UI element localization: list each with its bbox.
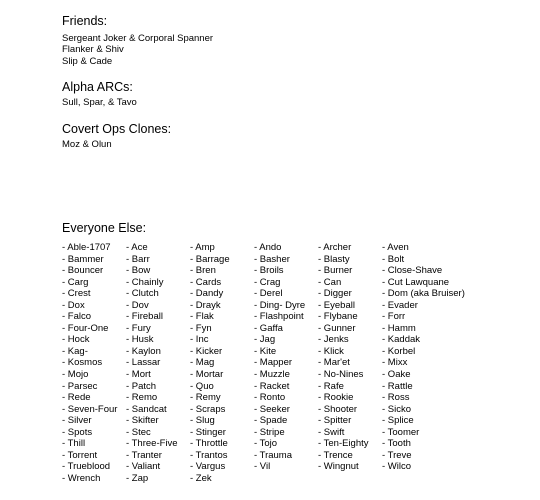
list-item: - Bren [190, 265, 216, 277]
list-item: - Ten-Eighty [318, 438, 369, 450]
list-item: - Mar'et [318, 357, 350, 369]
covert-ops-list [62, 139, 112, 150]
list-item: - Muzzle [254, 369, 290, 381]
list-item: - Stec [126, 426, 151, 438]
list-item: - Rookie [318, 392, 354, 404]
list-item: - Throttle [190, 438, 228, 450]
list-item: - Vil [254, 461, 271, 473]
list-item: - Mixx [382, 357, 408, 369]
list-item: - Gunner [318, 322, 356, 334]
covert-ops-heading: Covert Ops Clones: [62, 122, 172, 136]
list-item: - Flybane [318, 311, 358, 323]
list-item: - Gaffa [254, 322, 283, 334]
list-item: - Flak [190, 311, 214, 323]
list-item: - Wilco [382, 461, 412, 473]
list-item: - Torrent [62, 449, 98, 461]
list-item: - Hamm [382, 322, 416, 334]
list-item: - Close-Shave [382, 265, 443, 277]
list-item: - Dox [62, 299, 85, 311]
everyone-else-column [190, 242, 254, 484]
list-item: - No-Nines [318, 369, 364, 381]
list-item: - Treve [382, 449, 412, 461]
list-item: - Tranter [126, 449, 162, 461]
list-item: - Four-One [62, 322, 109, 334]
list-item: - Stripe [254, 426, 285, 438]
list-item: - Flashpoint [254, 311, 304, 323]
list-item: - Ace [126, 242, 148, 253]
list-item: - Chainly [126, 276, 164, 288]
list-item: - Kite [254, 345, 277, 357]
list-item: - Dov [126, 299, 149, 311]
list-item: - Remo [126, 392, 158, 404]
list-item: - Spots [62, 426, 93, 438]
list-item: - Bammer [62, 253, 104, 265]
list-item: - Wrench [62, 472, 101, 484]
list-item: - Sandcat [126, 403, 167, 415]
list-item: - Kosmos [62, 357, 103, 369]
list-item: - Jenks [318, 334, 349, 346]
list-item: - Ross [382, 392, 410, 404]
list-item: - Seven-Four [62, 403, 118, 415]
list-item: - Rattle [382, 380, 413, 392]
list-item: - Sicko [382, 403, 412, 415]
list-item: - Barrage [190, 253, 230, 265]
covert-ops-item: Moz & Olun [62, 139, 112, 150]
list-item: - Falco [62, 311, 92, 323]
list-item: - Bow [126, 265, 151, 277]
list-item: - Scraps [190, 403, 226, 415]
list-item: - Mapper [254, 357, 293, 369]
alpha-arcs-list [62, 97, 137, 108]
list-item: - Jag [254, 334, 276, 346]
list-item: - Dandy [190, 288, 224, 300]
alpha-arcs-item: Sull, Spar, & Tavo [62, 97, 137, 108]
list-item: - Lassar [126, 357, 161, 369]
list-item: - Trence [318, 449, 353, 461]
list-item: - Skifter [126, 415, 159, 427]
list-item: - Swift [318, 426, 345, 438]
list-item: - Fyn [190, 322, 212, 334]
list-item: - Valiant [126, 461, 161, 473]
list-item: - Cards [190, 276, 222, 288]
list-item: - Zap [126, 472, 149, 484]
list-item: - Tooth [382, 438, 411, 450]
list-item: - Parsec [62, 380, 98, 392]
list-item: - Kag- [62, 345, 88, 357]
everyone-else-column [254, 242, 318, 484]
list-item: - Amp [190, 242, 215, 253]
list-item: - Stinger [190, 426, 226, 438]
list-item: - Kaddak [382, 334, 421, 346]
friends-item: Sergeant Joker & Corporal Spanner [62, 33, 214, 44]
list-item: - Fury [126, 322, 151, 334]
list-item: - Clutch [126, 288, 159, 300]
list-item: - Three-Five [126, 438, 178, 450]
list-item: - Kaylon [126, 345, 161, 357]
list-item: - Forr [382, 311, 406, 323]
list-item: - Racket [254, 380, 290, 392]
list-item: - Derel [254, 288, 283, 300]
list-item: - Crag [254, 276, 281, 288]
list-item: - Ding- Dyre [254, 299, 306, 311]
list-item: - Trueblood [62, 461, 111, 473]
list-item: - Can [318, 276, 342, 288]
list-item: - Archer [318, 242, 352, 253]
list-item: - Hock [62, 334, 90, 346]
everyone-else-column [318, 242, 382, 484]
list-item: - Crest [62, 288, 91, 300]
list-item: - Bolt [382, 253, 405, 265]
list-item: - Carg [62, 276, 89, 288]
list-item: - Shooter [318, 403, 358, 415]
list-item: - Basher [254, 253, 290, 265]
everyone-else-column [382, 242, 482, 484]
list-item: - Digger [318, 288, 352, 300]
list-item: - Mojo [62, 369, 89, 381]
list-item: - Silver [62, 415, 92, 427]
list-item: - Korbel [382, 345, 416, 357]
alpha-arcs-heading: Alpha ARCs: [62, 80, 133, 94]
list-item: - Oake [382, 369, 411, 381]
list-item: - Remy [190, 392, 221, 404]
list-item: - Bouncer [62, 265, 104, 277]
list-item: - Splice [382, 415, 414, 427]
list-item: - Wingnut [318, 461, 359, 473]
everyone-else-grid [62, 242, 482, 484]
list-item: - Barr [126, 253, 150, 265]
list-item: - Dom (aka Bruiser) [382, 288, 465, 300]
list-item: - Ando [254, 242, 282, 253]
everyone-else-column [126, 242, 190, 484]
everyone-else-column [62, 242, 126, 484]
list-item: - Broils [254, 265, 284, 277]
list-item: - Quo [190, 380, 214, 392]
list-item: - Kicker [190, 345, 223, 357]
list-item: - Drayk [190, 299, 221, 311]
list-item: - Spitter [318, 415, 352, 427]
list-item: - Husk [126, 334, 154, 346]
list-item: - Vargus [190, 461, 226, 473]
list-item: - Mag [190, 357, 215, 369]
list-item: - Burner [318, 265, 353, 277]
friends-list [62, 33, 213, 67]
list-item: - Trauma [254, 449, 293, 461]
list-item: - Zek [190, 472, 212, 484]
list-item: - Evader [382, 299, 418, 311]
friends-item: Flanker & Shiv [62, 44, 124, 56]
list-item: - Ronto [254, 392, 286, 404]
everyone-else-heading: Everyone Else: [62, 221, 147, 235]
list-item: - Eyeball [318, 299, 355, 311]
friends-item: Slip & Cade [62, 55, 113, 67]
list-item: - Mort [126, 369, 151, 381]
list-item: - Spade [254, 415, 288, 427]
list-item: - Cut Lawquane [382, 276, 450, 288]
list-item: - Inc [190, 334, 209, 346]
list-item: - Rede [62, 392, 91, 404]
list-item: - Trantos [190, 449, 228, 461]
list-item: - Fireball [126, 311, 163, 323]
friends-heading: Friends: [62, 14, 108, 28]
list-item: - Mortar [190, 369, 224, 381]
list-item: - Tojo [254, 438, 278, 450]
list-item: - Able-1707 [62, 242, 111, 253]
list-item: - Aven [382, 242, 409, 253]
list-item: - Thill [62, 438, 86, 450]
list-item: - Toomer [382, 426, 420, 438]
list-item: - Blasty [318, 253, 350, 265]
list-item: - Klick [318, 345, 344, 357]
list-item: - Rafe [318, 380, 344, 392]
list-item: - Patch [126, 380, 157, 392]
list-item: - Seeker [254, 403, 290, 415]
list-item: - Slug [190, 415, 215, 427]
